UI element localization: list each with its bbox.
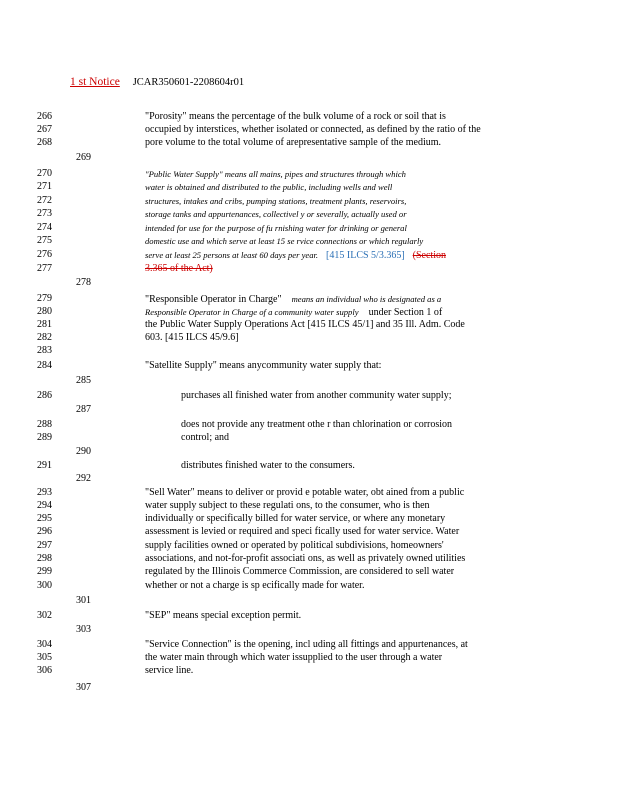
line-text: pore volume to the total volume of arepresentative sample of the medium. (145, 137, 442, 148)
text-line (145, 195, 543, 208)
text-line (145, 652, 543, 664)
line-number: 304 (37, 639, 52, 650)
line-text: storage tanks and appurtenances, collectivel y or severally, actually used or (145, 209, 407, 219)
line-text: domestic use and which serve at least 15 se rvice connections or which regularly (145, 236, 424, 246)
line-number: 272 (37, 195, 52, 206)
text-line (145, 222, 543, 235)
line-number: 284 (37, 360, 52, 371)
text-line (145, 137, 543, 149)
line-text: the water main through which water issupplied to the user through a water (145, 652, 443, 663)
line-number: 285 (76, 375, 91, 386)
line-number: 287 (76, 404, 91, 415)
text-line (145, 235, 543, 248)
line-text: "Service Connection" is the opening, incl uding all fittings and appurtenances, at (145, 639, 468, 650)
line-text: distributes finished water to the consumers. (181, 460, 355, 471)
jcar-identifier: JCAR350601-2208604r01 (132, 77, 245, 88)
line-text: "SEP" means special exception permit. (145, 610, 302, 621)
text-line (145, 124, 543, 136)
line-number: 290 (76, 446, 91, 457)
line-text: 3.365 of the Act) (145, 263, 213, 274)
text-line (145, 306, 543, 319)
text-line (145, 332, 543, 344)
line-number: 298 (37, 553, 52, 564)
line-number: 280 (37, 306, 52, 317)
line-text: control; and (181, 432, 230, 443)
line-number: 279 (37, 293, 52, 304)
line-number: 269 (76, 152, 91, 163)
text-line (145, 540, 543, 552)
line-number: 277 (37, 263, 52, 274)
text-line (145, 500, 543, 512)
line-number: 271 (37, 181, 52, 192)
line-number: 291 (37, 460, 52, 471)
line-number: 297 (37, 540, 52, 551)
line-number: 305 (37, 652, 52, 663)
line-number: 286 (37, 390, 52, 401)
line-number: 278 (76, 277, 91, 288)
line-text: whether or not a charge is sp ecifically made for water. (145, 580, 365, 591)
text-line (181, 460, 541, 472)
line-text: service line. (145, 665, 194, 676)
line-number: 296 (37, 526, 52, 537)
text-line (145, 526, 543, 538)
line-text: "Porosity" means the percentage of the bulk volume of a rock or soil that is (145, 111, 446, 122)
line-number: 293 (37, 487, 52, 498)
line-text: 603. [415 ILCS 45/9.6] (145, 332, 239, 343)
line-number: 295 (37, 513, 52, 524)
text-line (145, 665, 543, 677)
line-number: 294 (37, 500, 52, 511)
text-line (145, 513, 543, 525)
line-text: intended for use for the purpose of fu rnishing water for drinking or general (145, 223, 407, 233)
text-line (145, 580, 543, 592)
line-text: regulated by the Illinois Commerce Commission, are considered to sell water (145, 566, 455, 577)
text-line (181, 390, 541, 402)
line-text: assessment is levied or required and speci fically used for water service. Water (145, 526, 460, 537)
line-number: 276 (37, 249, 52, 260)
line-number: 301 (76, 595, 91, 606)
line-number: 274 (37, 222, 52, 233)
line-text: "Public Water Supply" means all mains, pipes and structures through which (145, 169, 406, 179)
line-text: does not provide any treatment othe r than chlorination or corrosion (181, 419, 453, 430)
text-line (145, 168, 543, 181)
line-number: 283 (37, 345, 52, 356)
line-text: "Sell Water" means to deliver or provid e potable water, obt ained from a public (145, 487, 465, 498)
line-number: 268 (37, 137, 52, 148)
text-line (145, 639, 543, 651)
text-line (145, 293, 543, 306)
line-number: 306 (37, 665, 52, 676)
line-number: 288 (37, 419, 52, 430)
text-line (145, 610, 543, 622)
line-number: 282 (37, 332, 52, 343)
line-number: 281 (37, 319, 52, 330)
text-line (145, 360, 543, 372)
line-number: 289 (37, 432, 52, 443)
line-number: 299 (37, 566, 52, 577)
line-text: Responsible Operator in Charge of a community water supply (145, 307, 359, 317)
line-text: structures, intakes and cribs, pumping stations, treatment plants, reservoirs, (145, 196, 407, 206)
notice-stage: 1 st Notice (70, 76, 120, 88)
line-text: "Satellite Supply" means anycommunity water supply that: (145, 360, 382, 371)
line-text-tail: under Section 1 of (368, 307, 443, 318)
text-line (181, 432, 541, 444)
line-text: water supply subject to these regulati ons, to the consumer, who is then (145, 500, 430, 511)
statute-citation: [415 ILCS 5/3.365] (326, 250, 405, 261)
line-text: the Public Water Supply Operations Act [415 ILCS 45/1] and 35 Ill. Adm. Code (145, 319, 465, 330)
text-line (145, 566, 543, 578)
text-line (145, 111, 543, 123)
line-number: 300 (37, 580, 52, 591)
text-line (145, 208, 543, 221)
line-text: associations, and not-for-profit associati ons, as well as privately owned utilities (145, 553, 466, 564)
text-line (145, 487, 543, 499)
line-number: 302 (37, 610, 52, 621)
notice-header (70, 76, 244, 88)
text-line (145, 319, 543, 331)
line-number: 267 (37, 124, 52, 135)
line-number: 292 (76, 473, 91, 484)
line-number: 275 (37, 235, 52, 246)
deleted-text: (Section (412, 250, 446, 261)
line-text: "Responsible Operator in Charge" (145, 294, 282, 305)
line-text: individually or specifically billed for water service, or where any monetary (145, 513, 446, 524)
line-number: 273 (37, 208, 52, 219)
line-number: 303 (76, 624, 91, 635)
line-text: serve at least 25 persons at least 60 days per year. (145, 250, 319, 260)
italic-definition: means an individual who is designated as a (291, 294, 442, 304)
line-number: 266 (37, 111, 52, 122)
text-line (145, 263, 543, 275)
text-line (145, 553, 543, 565)
line-text: purchases all finished water from another community water supply; (181, 390, 452, 401)
line-text: supply facilities owned or operated by political subdivisions, homeowners' (145, 540, 444, 551)
text-line (145, 181, 543, 194)
line-number: 270 (37, 168, 52, 179)
text-line (145, 249, 543, 262)
line-text: water is obtained and distributed to the public, including wells and well (145, 182, 393, 192)
text-line (181, 419, 541, 431)
line-number: 307 (76, 682, 91, 693)
line-text: occupied by interstices, whether isolated or connected, as defined by the ratio of the (145, 124, 481, 135)
